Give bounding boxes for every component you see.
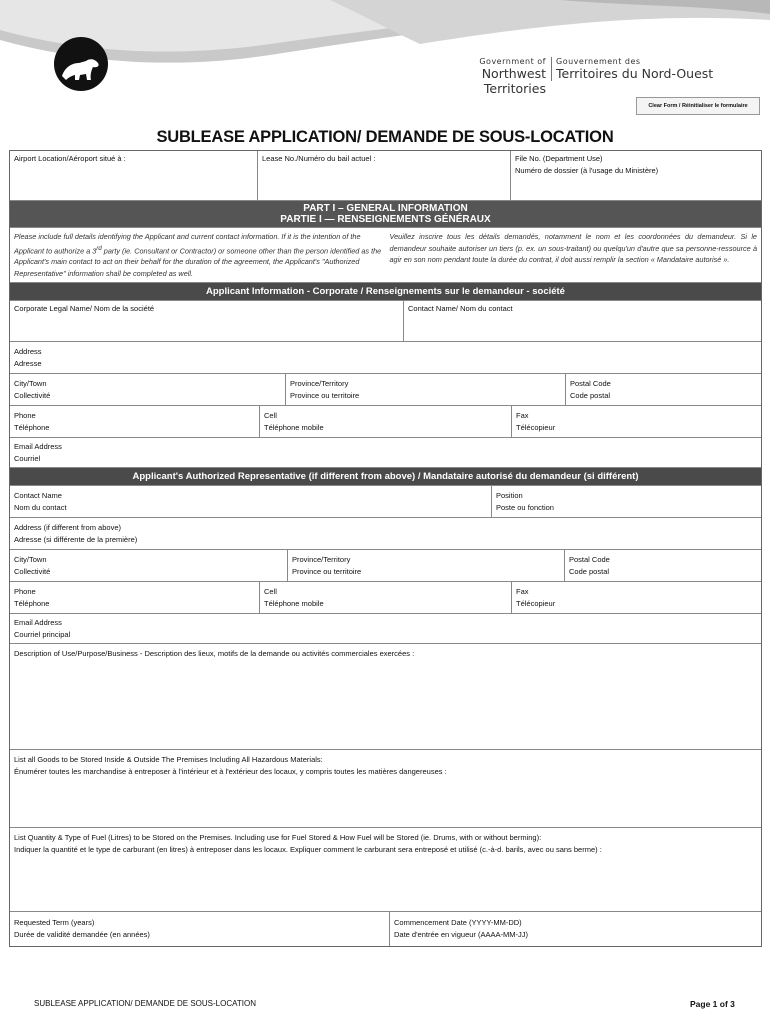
contact-name-field[interactable] [404, 301, 761, 341]
commencement-field[interactable] [390, 912, 761, 946]
rep-city-label-fr: Collectivité [14, 567, 51, 577]
rep-address-label-fr: Adresse (si différente de la première) [14, 535, 138, 545]
description-field[interactable] [10, 644, 761, 749]
fax-label-en: Fax [516, 411, 529, 421]
airport-location-field[interactable] [10, 151, 258, 200]
postal-label-fr: Code postal [570, 391, 611, 401]
cell-label-en: Cell [264, 411, 277, 421]
gov-en-big: Northwest Territories [481, 66, 546, 96]
header-swoosh [0, 0, 770, 100]
rep-postal-label-en: Postal Code [569, 555, 610, 565]
commence-label-fr: Date d'entrée en vigueur (AAAA-MM-JJ) [394, 930, 528, 940]
rep-cell-field[interactable] [260, 582, 512, 613]
rep-postal-field[interactable] [565, 550, 761, 581]
city-label-fr: Collectivité [14, 391, 51, 401]
corporate-name-field[interactable] [10, 301, 404, 341]
rep-province-field[interactable] [288, 550, 565, 581]
rep-email-field[interactable] [10, 614, 761, 643]
rep-fax-label-en: Fax [516, 587, 529, 597]
phone-field[interactable] [10, 406, 260, 437]
term-field[interactable] [10, 912, 390, 946]
rep-contact-field[interactable] [10, 486, 492, 517]
gnwt-logo [53, 36, 109, 92]
footer-title: SUBLEASE APPLICATION/ DEMANDE DE SOUS-LOCATION [34, 999, 256, 1008]
lease-number-field[interactable] [258, 151, 511, 200]
email-label-en: Email Address [14, 442, 62, 452]
rep-bar: Applicant's Authorized Representative (if different from above) / Mandataire autorisé du demandeur (si différent) [10, 468, 761, 486]
phone-label-fr: Téléphone [14, 423, 50, 433]
address-field[interactable] [10, 342, 761, 373]
goods-field[interactable] [10, 750, 761, 827]
address-label-fr: Adresse [14, 359, 42, 369]
fax-field[interactable] [512, 406, 761, 437]
fuel-field[interactable] [10, 828, 761, 911]
rep-phone-field[interactable] [10, 582, 260, 613]
gov-fr-small: Gouvernement des [556, 57, 641, 66]
part1-intro [10, 228, 761, 283]
postal-label-en: Postal Code [570, 379, 611, 389]
gov-divider [551, 57, 552, 81]
airport-label: Airport Location/Aéroport situé à : [14, 154, 126, 163]
polar-bear-icon [53, 36, 109, 92]
intro-en-a: Please include full details identifying the Applicant and current contact information. If it is the intention of the Applicant to authorize a 3 [14, 232, 361, 255]
cell-field[interactable] [260, 406, 512, 437]
intro-en [10, 228, 386, 282]
rep-contact-label-fr: Nom du contact [14, 503, 67, 513]
email-field[interactable] [10, 438, 761, 467]
applicant-bar: Applicant Information - Corporate / Renseignements sur le demandeur - société [10, 283, 761, 301]
gov-en-small: Government of [479, 57, 546, 66]
file-label-en: File No. (Department Use) [515, 154, 603, 163]
part1-title-en: PART I – GENERAL INFORMATION [303, 203, 468, 214]
file-number-field [511, 151, 761, 200]
email-label-fr: Courriel [14, 454, 41, 464]
goods-label-en: List all Goods to be Stored Inside & Outside The Premises Including All Hazardous Materials: [14, 755, 323, 765]
cell-label-fr: Téléphone mobile [264, 423, 324, 433]
postal-code-field[interactable] [566, 374, 761, 405]
rep-position-field[interactable] [492, 486, 761, 517]
gov-en-wordmark [426, 57, 546, 96]
lease-label: Lease No./Numéro du bail actuel : [262, 154, 376, 163]
city-label-en: City/Town [14, 379, 47, 389]
rep-prov-label-fr: Province ou territoire [292, 567, 362, 577]
rep-city-field[interactable] [10, 550, 288, 581]
rep-position-label-en: Position [496, 491, 523, 501]
rep-cell-label-fr: Téléphone mobile [264, 599, 324, 609]
contact-name-label: Contact Name/ Nom du contact [408, 304, 513, 314]
prov-label-en: Province/Territory [290, 379, 349, 389]
rep-postal-label-fr: Code postal [569, 567, 610, 577]
gov-fr-big: Territoires du Nord-Ouest [556, 66, 714, 81]
part1-header [10, 201, 761, 228]
rep-email-label-fr: Courriel principal [14, 630, 71, 640]
goods-label-fr: Énumérer toutes les marchandise à entreposer à l'intérieur et à l'extérieur des locaux, y compris toutes les matières dangereuses : [14, 767, 447, 777]
rep-email-label-en: Email Address [14, 618, 62, 628]
rep-cell-label-en: Cell [264, 587, 277, 597]
city-field[interactable] [10, 374, 286, 405]
fuel-label-en: List Quantity & Type of Fuel (Litres) to be Stored on the Premises. Including use for Fuel Stored & How Fuel will be Stored (ie. Drums, with or without berming): [14, 833, 542, 843]
term-label-fr: Durée de validité demandée (en années) [14, 930, 150, 940]
fuel-label-fr: Indiquer la quantité et le type de carburant (en litres) à entreposer dans les locaux. Expliquer comment le carburant sera entreposé et utilisé (c.-à-d. barils, avec ou sans berme) : [14, 845, 602, 855]
term-label-en: Requested Term (years) [14, 918, 95, 928]
file-label-fr: Numéro de dossier (à l'usage du Ministère) [515, 166, 659, 175]
form-title: SUBLEASE APPLICATION/ DEMANDE DE SOUS-LOCATION [156, 128, 614, 146]
corp-name-label: Corporate Legal Name/ Nom de la société [14, 304, 155, 314]
rep-phone-label-en: Phone [14, 587, 36, 597]
rep-position-label-fr: Poste ou fonction [496, 503, 554, 513]
commence-label-en: Commencement Date (YYYY-MM-DD) [394, 918, 522, 928]
rep-contact-label-en: Contact Name [14, 491, 62, 501]
rep-prov-label-en: Province/Territory [292, 555, 351, 565]
phone-label-en: Phone [14, 411, 36, 421]
intro-fr: Veuillez inscrire tous les détails demandés, notamment le nom et les coordonnées du demandeur. Si le demandeur souhaite autoriser un tiers (p. ex. un sous-traitant) ou quelqu'un d'autre que sa personne-ressource à agir en son nom pendant toute la durée du contrat, il doit aussi remplir la section « Mandataire autorisé ». [389, 232, 757, 264]
rep-address-field[interactable] [10, 518, 761, 549]
clear-form-button[interactable]: Clear Form / Réinitialiser le formulaire [636, 97, 760, 115]
rep-phone-label-fr: Téléphone [14, 599, 50, 609]
rep-fax-field[interactable] [512, 582, 761, 613]
rep-fax-label-fr: Télécopieur [516, 599, 556, 609]
description-label: Description of Use/Purpose/Business - Description des lieux, motifs de la demande ou activités commerciales exercées : [14, 649, 415, 659]
gov-fr-wordmark [556, 57, 716, 81]
intro-en-b: party (ie. Consultant or Contractor) or someone other than the person identified as the Applicant's main contact to act on their behalf for the duration of the agreement, the Applicant's "Authorized Representative" information shall be completed as well. [14, 245, 382, 278]
address-label-en: Address [14, 347, 42, 357]
rep-city-label-en: City/Town [14, 555, 47, 565]
province-field[interactable] [286, 374, 566, 405]
fax-label-fr: Télécopieur [516, 423, 556, 433]
page-number: Page 1 of 3 [690, 999, 735, 1009]
part1-title-fr: PARTIE I — RENSEIGNEMENTS GÉNÉRAUX [280, 214, 491, 225]
intro-en-sup: rd [96, 244, 102, 252]
prov-label-fr: Province ou territoire [290, 391, 360, 401]
form-body [9, 150, 762, 947]
rep-address-label-en: Address (if different from above) [14, 523, 121, 533]
